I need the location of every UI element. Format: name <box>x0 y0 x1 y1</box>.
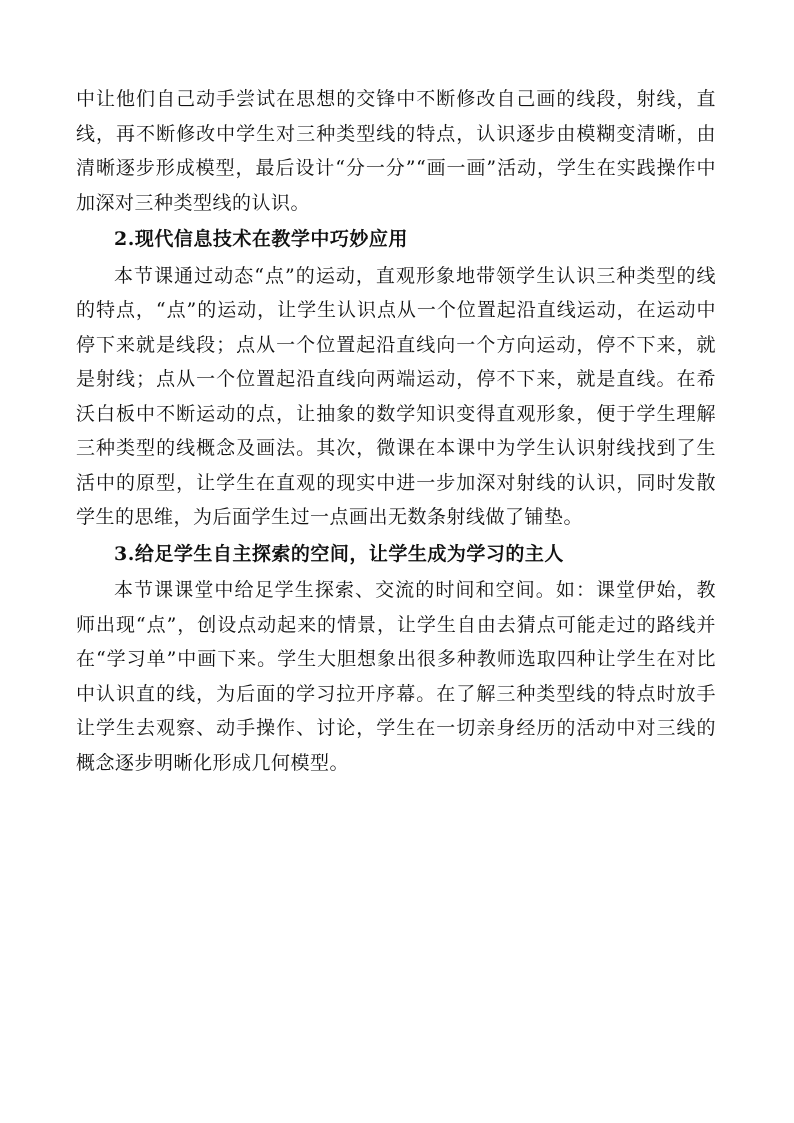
document-body <box>76 82 716 780</box>
section-heading-2: 2.现代信息技术在教学中巧妙应用 <box>114 228 408 250</box>
paragraph-technology: 本节课通过动态“点”的运动，直观形象地带领学生认识三种类型的线的特点，“点”的运动，让学生认识点从一个位置起沿直线运动，在运动中停下来就是线段；点从一个位置起沿直线向一个方向运动，停不下来，就是射线；点从一个位置起沿直线向两端运动，停不下来，就是直线。在希沃白板中不断运动的点，让抽象的数学知识变得直观形象，便于学生理解三种类型的线概念及画法。其次，微课在本课中为学生认识射线找到了生活中的原型，让学生在直观的现实中进一步加深对射线的认识，同时发散学生的思维，为后面学生过一点画出无数条射线做了铺垫。 <box>76 264 716 528</box>
paragraph-continuation: 中让他们自己动手尝试在思想的交锋中不断修改自己画的线段，射线，直线，再不断修改中学生对三种类型线的特点，认识逐步由模糊变清晰，由清晰逐步形成模型，最后设计“分一分”“画一画”活动，学生在实践操作中加深对三种类型线的认识。 <box>76 88 716 214</box>
paragraph-exploration: 本节课课堂中给足学生探索、交流的时间和空间。如：课堂伊始，教师出现“点”，创设点动起来的情景，让学生自由去猜点可能走过的路线并在“学习单”中画下来。学生大胆想象出很多种教师选取四种让学生在对比中认识直的线，为后面的学习拉开序幕。在了解三种类型线的特点时放手让学生去观察、动手操作、讨论，学生在一切亲身经历的活动中对三线的概念逐步明晰化形成几何模型。 <box>76 579 716 774</box>
section-heading-3: 3.给足学生自主探索的空间，让学生成为学习的主人 <box>114 542 564 565</box>
